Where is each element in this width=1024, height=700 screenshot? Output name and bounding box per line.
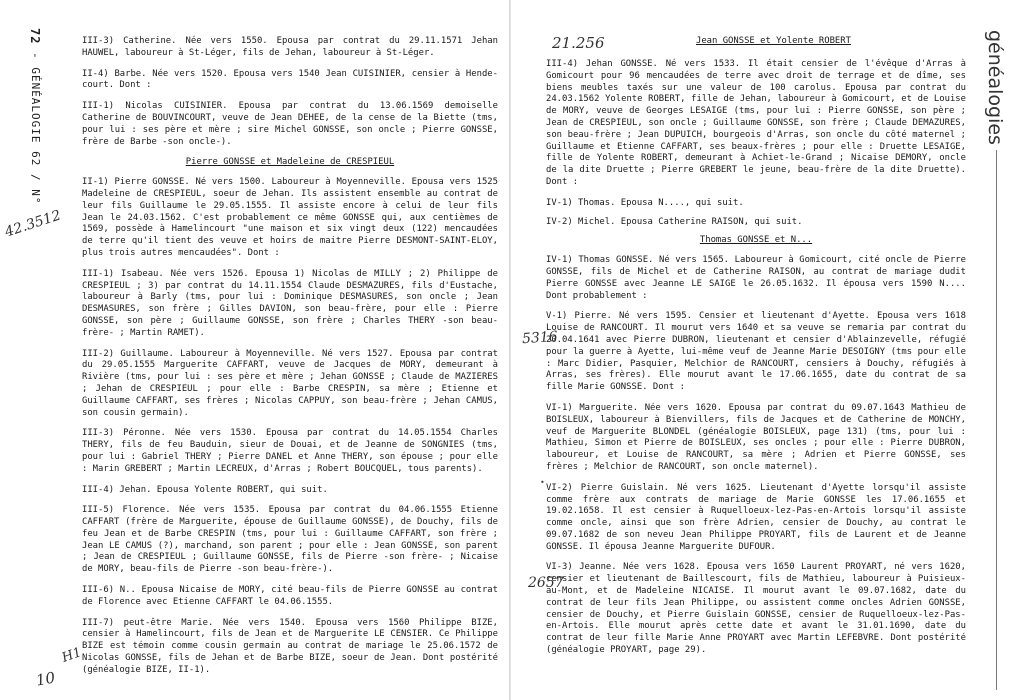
entry-n: III-6) N.. Epousa Nicaise de MORY, cité beau-fils de Pierre GONSSE au contrat de Florence avec Etienne CAFFART le 04.06.1555. <box>82 585 498 607</box>
entry-jeanne: VI-3) Jeanne. Née vers 1628. Epousa vers 1650 Laurent PROYART, né vers 1620, censier et lieutenant de Baillescourt, fils de Mathieu, laboureur à Puisieux-au-Mont, et de Madeleine NICAISE. Il mourut avant le 09.07.1682, date du contrat de leur fils Jean Philippe, ou assistent comme oncles Adrien GONSSE, censier de Douchy, et Pierre Guislain GONSSE, censier de Ruquelloeux-lez-Pas-en-Artois. Elle mourut après cette date et avant le 31.01.1690, date du contrat de leur fille Marie Anne PROYART avec Martin LEFEBVRE. Dont postérité (généalogie PROYART, page 29). <box>546 562 966 656</box>
entry-guillaume: III-2) Guillaume. Laboureur à Moyenneville. Né vers 1527. Epousa par contrat du 29.05.1555 Marguerite CAFFART, veuve de Jacques de MORY, demeurant à Rivière (tms, pour lui : ses père et mère ; Jehan GONSSE ; Claude de MAZIERES ; Jehan de CRESPIEUL ; pour elle : Barbe CRESPIN, sa mère ; Etienne et Guillaume CAFFART, ses frères ; Nicolas CAPPUY, son beau-frère ; Jehan CAMUS, son cousin germain). <box>82 348 498 418</box>
handwritten-number-left-bottom: 10 <box>34 668 57 690</box>
stray-mark: • <box>540 478 545 487</box>
running-title: - GÉNÉALOGIE 62 / N° <box>29 44 42 205</box>
entry-michel: IV-2) Michel. Epousa Catherine RAISON, qui suit. <box>546 216 803 227</box>
entry-pierre-gonsse: II-1) Pierre GONSSE. Né vers 1500. Laboureur à Moyenneville. Epousa vers 1525 Madeleine de CRESPIEUL, soeur de Jehan. Ils assistent ensemble au contrat de leur fils Guillaume le 29.05.1555. Il assiste encore à celui de leur fils Jean le 24.03.1562. C'est probablement ce même GONSSE qui, aux centièmes de 1569, possède à Hamelincourt "une maison et six vingt deux (122) mencaudées de terre qu'il tient des veuve et hoirs de maitre Pierre DESMONT-SAINT-ELOY, plus trois autres mencaudées". Dont : <box>82 177 498 258</box>
entry-jehan: III-4) Jehan. Epousa Yolente ROBERT, qui suit. <box>82 484 328 495</box>
section-title-thomas-gonsse: Thomas GONSSE et N... <box>699 235 813 246</box>
entry-catherine: III-3) Catherine. Née vers 1550. Epousa par contrat du 29.11.1571 Jehan HAUWEL, laboureur à St-Léger, fils de Jehan, laboureur à St-Léger. <box>82 36 498 58</box>
entry-marguerite: VI-1) Marguerite. Née vers 1620. Epousa par contrat du 09.07.1643 Mathieu de BOISLEUX, laboureur à Bienvillers, fils de Jacques et de Catherine de MONCHY, veuf de Marguerite BLONDEL (généalogie BOISLEUX, page 131) (tms, pour lui : Mathieu, Simon et Pierre de BOISLEUX, ses oncles ; pour elle : Pierre DUBRON, laboureur, et Louise de RANCOURT, sa mère ; Adrien et Pierre GONSSE, ses frères ; Melchior de RANCOURT, son oncle maternel). <box>546 402 966 472</box>
entry-nicolas-cuisinier: III-1) Nicolas CUISINIER. Epousa par contrat du 13.06.1569 demoiselle Catherine de BOUVINCOURT, veuve de Jean DEHEE, de la cense de la Biette (tms, pour lui : ses père et mère ; sire Michel GONSSE, son oncle ; Pierre GONSSE, frère de Barbe -son oncle-). <box>82 101 498 147</box>
right-title-row <box>546 36 966 52</box>
entry-jehan-gonsse: III-4) Jehan GONSSE. Né vers 1533. Il était censier de l'évêque d'Arras à Gomicourt pour 96 mencaudées de terre avec droit de terrage et de dîme, ses biens meubles taxés sur une valeur de 100 carolus. Epousa par contrat du 24.03.1562 Yolente ROBERT, fille de Jehan, laboureur à Gomicourt, et de Louise de MORY, veuve de Georges LESAIGE (tms, pour lui : Pierre GONSSE, son père ; Jean de CRESPIEUL, son oncle ; Guillaume GONSSE, son frère ; Claude DEMAZURES, son beau-frère ; Jean DUPUICH, bourgeois d'Arras, son oncle du côté maternel ; Guillaume et Etienne CAFFART, ses beaux-frères ; pour elle : Druette LESAIGE, fille de Yolente ROBERT, demeurant à Achiet-le-Grand ; Nicaise DEMORY, oncle de la dite Druette ; Pierre GREBERT le jeune, beau-frère de la dite Druette). Dont : <box>546 59 966 187</box>
section-title-jean-gonsse: Jean GONSSE et Yolente ROBERT <box>696 36 851 46</box>
handwritten-number-right-middle: 5316 <box>521 328 559 348</box>
handwritten-mark-left-bottom: H1 <box>60 645 84 666</box>
right-page <box>512 0 1024 700</box>
handwritten-number-right-top: 21.256 <box>552 34 605 52</box>
entry-barbe: II-4) Barbe. Née vers 1520. Epousa vers 1540 Jean CUISINIER, censier à Hende-court. Dont : <box>82 68 498 91</box>
section-title-pierre-gonsse: Pierre GONSSE et Madeleine de CRESPIEUL <box>185 157 395 168</box>
book-gutter <box>509 0 511 700</box>
entry-florence: III-5) Florence. Née vers 1535. Epousa par contrat du 04.06.1555 Etienne CAFFART (frère de Marguerite, épouse de Guillaume GONSSE), de Douchy, fils de feu Jean et de Barbe CRESPIN (tms, pour lui : Guillaume CAFFART, son frère ; Jean LE CAMUS (?), marchand, son parent ; pour elle : Jean GONSSE, son parent ; Jean de CRESPIEUL ; Guillaume GONSSE, fils de Pierre -son frère- ; Nicaise de MORY, beau-fils de Pierre -son beau-frère-). <box>82 505 498 575</box>
handwritten-number-right-bottom: 2657 <box>528 575 564 591</box>
entry-thomas: IV-1) Thomas. Epousa N...., qui suit. <box>546 197 744 208</box>
entry-marie: III-7) peut-être Marie. Née vers 1540. Epousa vers 1560 Philippe BIZE, censier à Hamelincourt, fils de Jean et de Marguerite LE CENSIER. Ce Philippe BIZE est témoin comme cousin germain au contrat de mariage le 25.06.1572 de Nicolas GONSSE, fils de Jehan et de Barbe BIZE, soeur de Jean. Dont postérité (généalogie BIZE, II-1). <box>82 617 498 675</box>
left-column <box>82 36 498 686</box>
entry-thomas-gonsse: IV-1) Thomas GONSSE. Né vers 1565. Laboureur à Gomicourt, cité oncle de Pierre GONSSE, fils de Michel et de Catherine RAISON, au contrat de mariage dudit Pierre GONSSE avec Jeanne LE SAIGE le 26.05.1632. Il épousa vers 1590 N.... Dont probablement : <box>546 255 966 301</box>
entry-pierre-v1: V-1) Pierre. Né vers 1595. Censier et lieutenant d'Ayette. Epousa vers 1618 Louise de RANCOURT. Il mourut vers 1640 et sa veuve se remaria par contrat du 20.04.1641 avec Pierre DUBRON, lieutenant et censier d'Ablainzevelle, réfugié pour la guerre à Ayette, lui-même veuf de Jeanne Marie DESOIGNY (tms pour elle : Marc Didier, Pasquier, Melchior de RANCOURT, censiers à Douchy, réfugiés à Arras, ses frères). Elle mourut avant le 17.06.1655, date du contrat de sa fille Marie GONSSE. Dont : <box>546 311 966 393</box>
handwritten-number-left: 42.3512 <box>2 207 63 241</box>
entry-peronne: III-3) Péronne. Née vers 1530. Epousa par contrat du 14.05.1554 Charles THERY, fils de feu Bauduin, sieur de Douai, et de Jeanne de SONGNIES (tms, pour lui : Gabriel THERY ; Pierre DANEL et Anne THERY, son épouse ; pour elle : Marin GREBERT ; Martin LECREUX, d'Arras ; Robert BOUCQUEL, tous parents). <box>82 428 498 474</box>
entry-isabeau: III-1) Isabeau. Née vers 1526. Epousa 1) Nicolas de MILLY ; 2) Philippe de CRESPIEUL ; 3) par contrat du 14.11.1554 Claude DESMAZURES, fils d'Eustache, laboureur à Barly (tms, pour lui : Dominique DESMASURES, son oncle ; Jean DESMASURES, son frère ; Gilles DAVION, son beau-frère, pour elle : Pierre GONSSE, son père ; Guillaume GONSSE, son frère ; Charles THERY -son beau-frère- ; Martin RAMET). <box>82 268 498 338</box>
left-running-header <box>24 28 42 328</box>
page-number: 72 <box>28 28 42 45</box>
margin-rule <box>996 150 997 690</box>
genealogies-running-title: généalogies <box>984 30 1006 145</box>
right-column <box>546 36 966 666</box>
entry-pierre-guislain: VI-2) Pierre Guislain. Né vers 1625. Lieutenant d'Ayette lorsqu'il assiste comme frère aux contrats de mariage de Marie GONSSE les 17.06.1655 et 19.02.1658. Il est censier à Ruquelloeux-lez-Pas-en-Artois lorsqu'il assiste comme oncle, ainsi que son frère Adrien, censier de Douchy, au contrat le 09.07.1682 de son neveu Jean Philippe PROYART, fils de Laurent et de Jeanne GONSSE. Il épousa Jeanne Marguerite DUFOUR. <box>546 482 966 552</box>
